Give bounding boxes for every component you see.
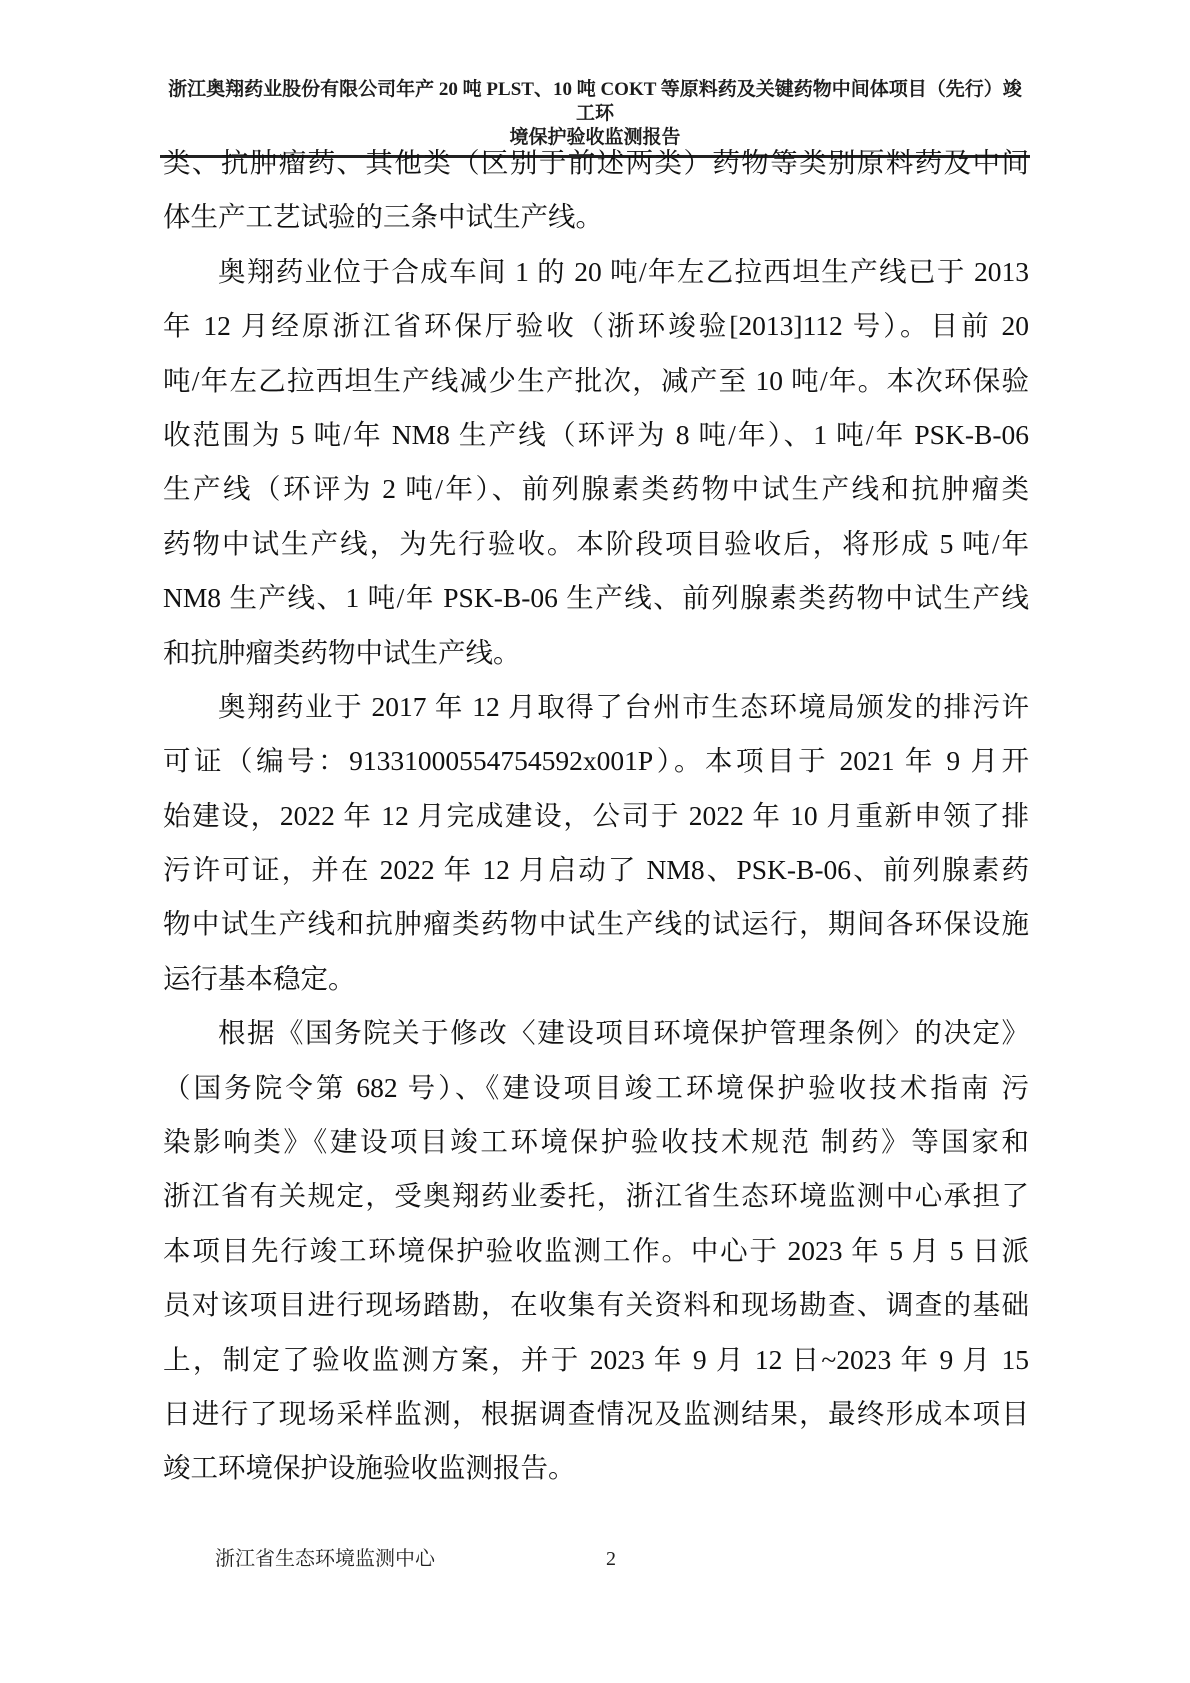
text-line: 和抗肿瘤类药物中试生产线。: [163, 636, 521, 668]
text-line: 日进行了现场采样监测，根据调查情况及监测结果，最终形成本项目: [163, 1397, 1029, 1429]
page-footer: [163, 1544, 1029, 1574]
footer-organization: 浙江省生态环境监测中心: [215, 1548, 435, 1570]
text-line: 药物中试生产线，为先行验收。本阶段项目验收后，将形成 5 吨/年: [163, 527, 1029, 559]
text-line: 收范围为 5 吨/年 NM8 生产线（环评为 8 吨/年）、1 吨/年 PSK-B-06: [163, 418, 1029, 450]
paragraph: [163, 680, 1029, 1006]
text-line: 年 12 月经原浙江省环保厅验收（浙环竣验[2013]112 号）。目前 20: [163, 310, 1029, 342]
text-line: 奥翔药业于 2017 年 12 月取得了台州市生态环境局颁发的排污许: [218, 690, 1029, 722]
text-line: 污许可证，并在 2022 年 12 月启动了 NM8、PSK-B-06、前列腺素药: [163, 854, 1029, 886]
text-line: 员对该项目进行现场踏勘，在收集有关资料和现场勘查、调查的基础: [163, 1289, 1029, 1321]
text-line: 体生产工艺试验的三条中试生产线。: [163, 201, 603, 233]
page-number: 2: [606, 1548, 616, 1570]
text-line: 物中试生产线和抗肿瘤类药物中试生产线的试运行，期间各环保设施: [163, 908, 1029, 940]
text-line: 上，制定了验收监测方案，并于 2023 年 9 月 12 日~2023 年 9 月 15: [163, 1343, 1029, 1375]
text-line: 浙江省有关规定，受奥翔药业委托，浙江省生态环境监测中心承担了: [163, 1180, 1029, 1212]
text-line: 染影响类》《建设项目竣工环境保护验收技术规范 制药》等国家和: [163, 1126, 1029, 1158]
text-line: 奥翔药业位于合成车间 1 的 20 吨/年左乙拉西坦生产线已于 2013: [218, 255, 1029, 287]
text-line: NM8 生产线、1 吨/年 PSK-B-06 生产线、前列腺素类药物中试生产线: [163, 582, 1029, 614]
text-line: 竣工环境保护设施验收监测报告。: [163, 1452, 576, 1484]
paragraph: [163, 136, 1029, 245]
text-line: 类、抗肿瘤药、其他类（区别于前述两类）药物等类别原料药及中间: [163, 147, 1029, 178]
header-title-line1: 浙江奥翔药业股份有限公司年产 20 吨 PLST、10 吨 COKT 等原料药及关键药物中间体项目（先行）竣工环: [168, 79, 1022, 124]
paragraph: [163, 1006, 1029, 1496]
text-line: 可证（编号：91331000554754592x001P）。本项目于 2021 年 9 月开: [163, 745, 1029, 777]
text-line: 根据《国务院关于修改〈建设项目环境保护管理条例〉的决定》: [218, 1017, 1029, 1049]
paragraph: [163, 245, 1029, 680]
text-line: 本项目先行竣工环境保护验收监测工作。中心于 2023 年 5 月 5 日派: [163, 1234, 1029, 1266]
text-line: 运行基本稳定。: [163, 962, 356, 994]
text-line: 始建设，2022 年 12 月完成建设，公司于 2022 年 10 月重新申领了排: [163, 799, 1029, 831]
header-title-line2: 境保护验收监测报告: [509, 127, 681, 148]
text-line: 吨/年左乙拉西坦生产线减少生产批次，减产至 10 吨/年。本次环保验: [163, 364, 1029, 396]
document-body: [163, 136, 1029, 1496]
text-line: 生产线（环评为 2 吨/年）、前列腺素类药物中试生产线和抗肿瘤类: [163, 473, 1029, 505]
text-line: （国务院令第 682 号）、《建设项目竣工环境保护验收技术指南 污: [163, 1071, 1029, 1103]
